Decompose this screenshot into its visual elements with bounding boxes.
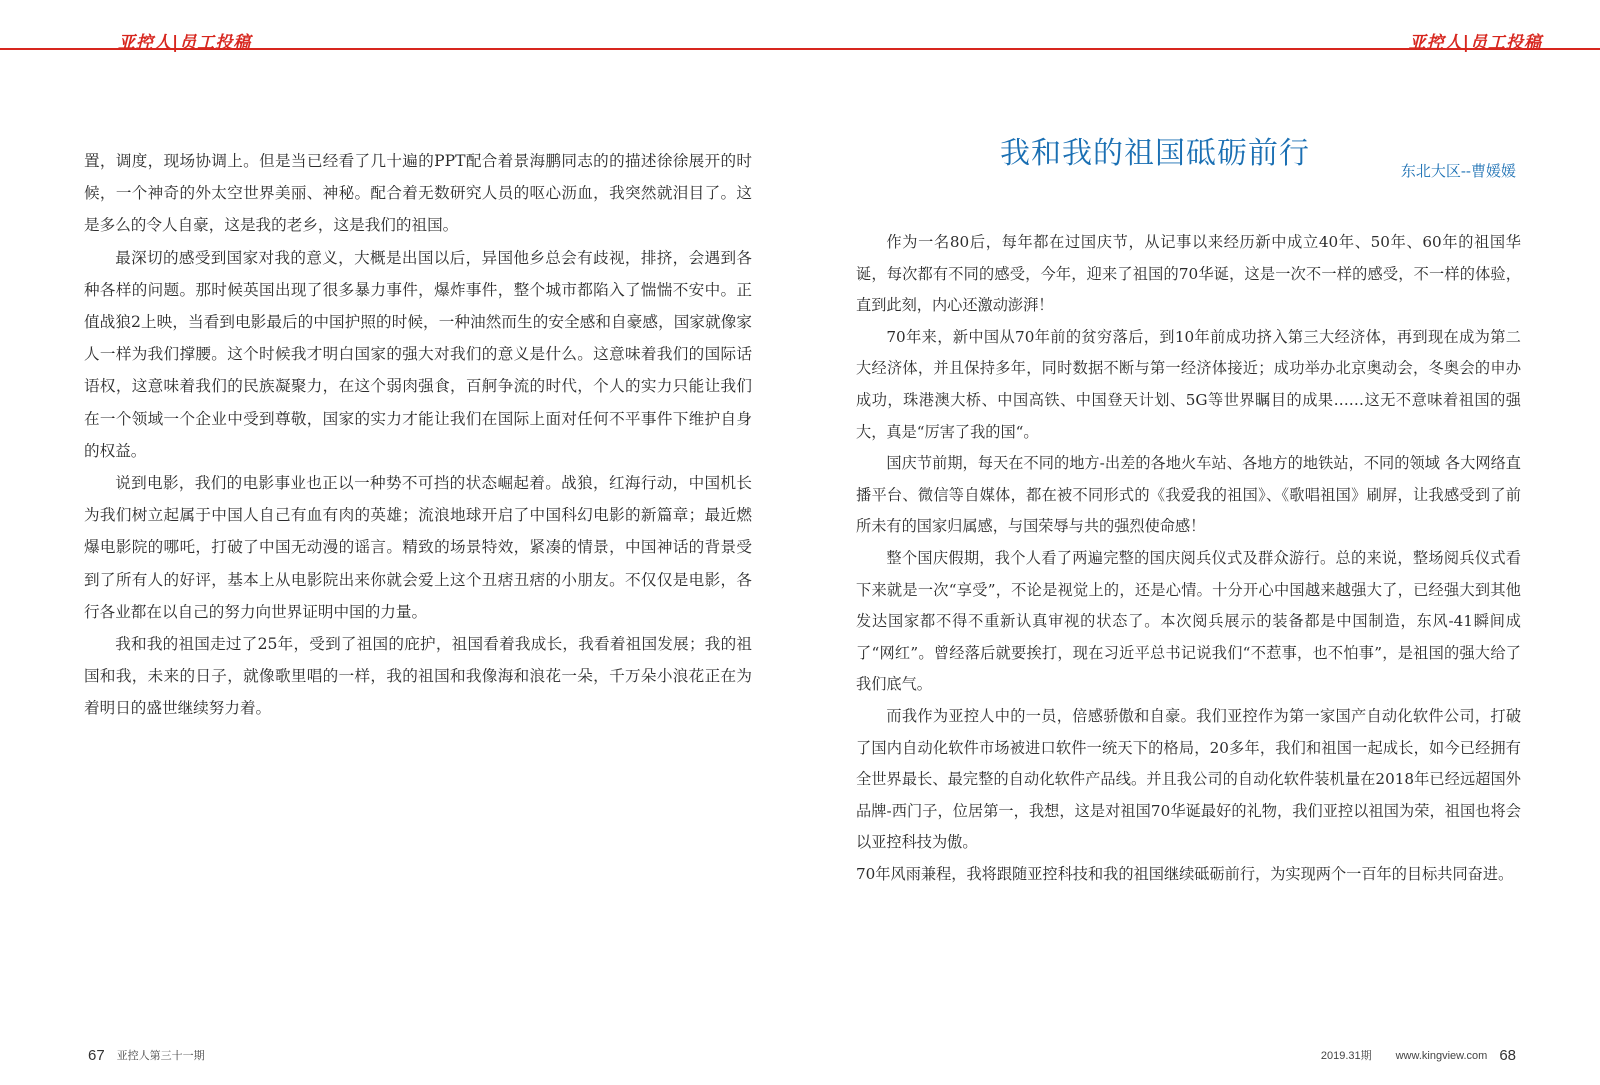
publication-issue-left: 亚控人第三十一期 <box>116 1050 205 1062</box>
article-paragraph-2: 70年来，新中国从70年前的贫穷落后，到10年前成功挤入第三大经济体，再到现在成为第二大经济体，并且保持多年，同时数据不断与第一经济体接近；成功举办北京奥动会，冬奥会的申办成功，珠港澳大桥、中国高铁、中国登天计划、5G等世界瞩目的成果……这无不意味着祖国的强大，真是“厉害了我的国“。 <box>856 327 1521 441</box>
right-page-column <box>856 227 1521 890</box>
article-paragraph-5: 而我作为亚控人中的一员，倍感骄傲和自豪。我们亚控作为第一家国产自动化软件公司，打破了国内自动化软件市场被进口软件一统天下的格局，20多年，我们和祖国一起成长，如今已经拥有全世界最长、最完整的自动化软件产品线。并且我公司的自动化软件装机量在2018年已经远超国外品牌-西门子，位居第一，我想，这是对祖国70华诞最好的礼物，我们亚控以祖国为荣，祖国也将会以亚控科技为傲。 <box>856 706 1521 852</box>
left-paragraph-4: 我和我的祖国走过了25年，受到了祖国的庇护，祖国看着我成长，我看着祖国发展；我的祖国和我，未来的日子，就像歌里唱的一样，我的祖国和我像海和浪花一朵，千万朵小浪花正在为着明日的盛世继续努力着。 <box>84 635 752 718</box>
article-title: 我和我的祖国砥砺前行 <box>1000 136 1310 172</box>
article-author: 东北大区--曹媛媛 <box>1400 162 1516 180</box>
issue-label: 2019.31期 <box>1320 1050 1372 1062</box>
page-number-right: 68 <box>1499 1047 1516 1064</box>
left-paragraph-2: 最深切的感受到国家对我的意义，大概是出国以后，异国他乡总会有歧视，排挤，会遇到各种各样的问题。那时候英国出现了很多暴力事件，爆炸事件，整个城市都陷入了惴惴不安中。正值战狼2上映，当看到电影最后的中国护照的时候，一种油然而生的安全感和自豪感，国家就像家人一样为我们撑腰。这个时候我才明白国家的强大对我们的意义是什么。这意味着我们的国际话语权，这意味着我们的民族凝聚力，在这个弱肉强食，百舸争流的时代，个人的实力只能让我们在一个领域一个企业中受到尊敬，国家的实力才能让我们在国际上面对任何不平事件下维护自身的权益。 <box>84 248 752 460</box>
header-section-label-right: 亚控人|员工投稿 <box>1408 33 1542 53</box>
left-paragraph-1: 置，调度，现场协调上。但是当已经看了几十遍的PPT配合着景海鹏同志的的描述徐徐展开的时候，一个神奇的外太空世界美丽、神秘。配合着无数研究人员的呕心沥血，我突然就泪目了。这是多么的令人自豪，这是我的老乡，这是我们的祖国。 <box>84 152 752 235</box>
footer-left <box>88 1047 205 1064</box>
article-paragraph-6: 70年风雨兼程，我将跟随亚控科技和我的祖国继续砥砺前行，为实现两个一百年的目标共同奋进。 <box>856 864 1514 883</box>
left-paragraph-3: 说到电影，我们的电影事业也正以一种势不可挡的状态崛起着。战狼，红海行动，中国机长为我们树立起属于中国人自己有血有肉的英雄；流浪地球开启了中国科幻电影的新篇章；最近燃爆电影院的哪吒，打破了中国无动漫的谣言。精致的场景特效，紧凑的情景，中国神话的背景受到了所有人的好评，基本上从电影院出来你就会爱上这个丑痞丑痞的小朋友。不仅仅是电影，各行各业都在以自己的努力向世界证明中国的力量。 <box>84 474 752 621</box>
article-paragraph-4: 整个国庆假期，我个人看了两遍完整的国庆阅兵仪式及群众游行。总的来说，整场阅兵仪式看下来就是一次“享受”，不论是视觉上的，还是心情。十分开心中国越来越强大了，已经强大到其他发达国家都不得不重新认真审视的状态了。本次阅兵展示的装备都是中国制造，东风-41瞬间成了“网红”。曾经落后就要挨打，现在习近平总书记说我们“不惹事，也不怕事”，是祖国的强大给了我们底气。 <box>856 548 1521 694</box>
article-paragraph-3: 国庆节前期，每天在不同的地方-出差的各地火车站、各地方的地铁站，不同的领域 各大网络直播平台、微信等自媒体，都在被不同形式的《我爱我的祖国》、《歌唱祖国》刷屏，让我感受到了前所未有的国家归属感，与国荣辱与共的强烈使命感！ <box>856 454 1521 536</box>
footer-right <box>1321 1047 1516 1064</box>
left-page-column <box>84 145 752 725</box>
website-url: www.kingview.com <box>1395 1050 1488 1062</box>
article-paragraph-1: 作为一名80后，每年都在过国庆节，从记事以来经历新中成立40年、50年、60年的祖国华诞，每次都有不同的感受，今年，迎来了祖国的70华诞，这是一次不一样的感受，不一样的体验，直到此刻，内心还激动澎湃！ <box>856 233 1521 315</box>
header-section-label-left: 亚控人|员工投稿 <box>118 33 252 53</box>
page-number-left: 67 <box>88 1047 105 1064</box>
